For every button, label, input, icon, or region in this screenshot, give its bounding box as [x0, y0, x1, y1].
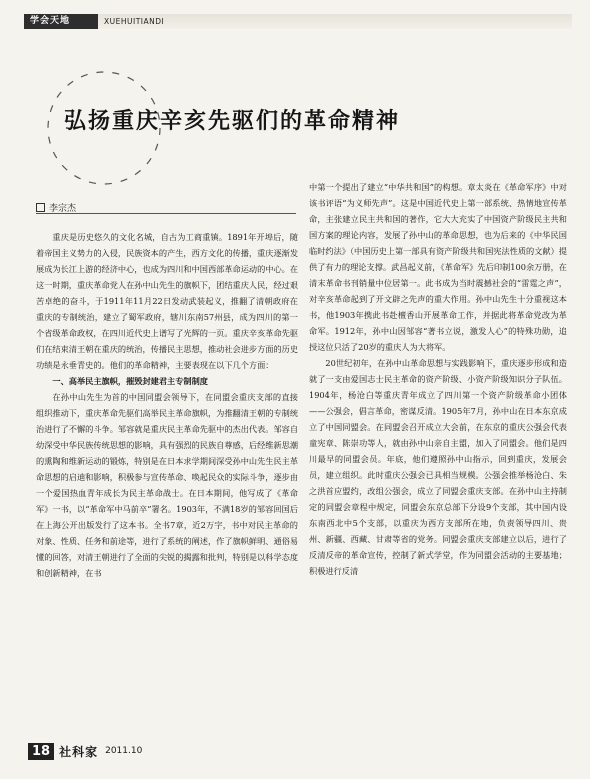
left-column: [36, 229, 298, 581]
page-footer: [28, 741, 142, 761]
author-divider: [36, 213, 296, 214]
paragraph: 重庆是历史悠久的文化名城，自古为工商重镇。1891年开埠后，随着帝国主义势力的入侵，民族资本的产生，西方文化的传播，重庆逐渐发展成为长江上游的经济中心，也成为四川和中国西部革命运动的中心。在这一时期，重庆革命党人在孙中山先生的旗帜下，团结重庆人民，经过艰苦卓绝的奋斗，于1911年11月22日发动武装起义，推翻了清朝政府在重庆的专制统治，建立了蜀军政府，辖川东南57州县，成为四川的第一个省级革命政权，在四川近代史上谱写了光辉的一页。重庆辛亥革命先驱们在结束清王朝在重庆的统治，传播民主思想，推动社会进步方面的历史功绩是永垂青史的。他们的革命精神，主要表现在以下几个方面：: [36, 232, 299, 370]
paragraph: 中第一个提出了建立“中华共和国”的构想。章太炎在《革命军序》中对该书评语“为义师先声”。这是中国近代史上第一部系统、热情地宣传革命，主张建立民主共和国的著作，它大大充实了中国资产阶级民主共和国方案的理论内容，发展了孙中山的革命思想，也为后来的《中华民国临时约法》（中国历史上第一部具有资产阶级共和国宪法性质的文献）提供了有力的理论支撑。武昌起义前，《革命军》先后印制100余万册，在清末革命书刊销量中位居第一。此书成为当时震撼社会的“雷霆之声”，对辛亥革命起到了开文辟之先声的重大作用。孙中山先生十分重视这本书，他1903年携此书赴檀香山开展革命工作，并据此将革命党改为革命军。1912年，孙中山因邹容“著书立说，激发人心”的特殊功勋，追授这位只活了20岁的重庆人为大将军。: [309, 182, 567, 352]
author-name: 李宗杰: [49, 204, 77, 214]
subheading: 一、高举民主旗帜，摧毁封建君主专制制度: [52, 376, 208, 386]
magazine-name: 社科家: [59, 744, 99, 759]
right-column: [309, 179, 567, 579]
section-pinyin: XUEHUITIANDI: [104, 17, 165, 26]
article-title: 弘扬重庆辛亥先驱们的革命精神: [64, 108, 401, 134]
paragraph: 在孙中山先生为首的中国同盟会领导下，在同盟会重庆支部的直接组织推动下，重庆革命先驱们高举民主革命旗帜，为推翻清王朝的专制统治进行了不懈的斗争。邹容就是重庆民主革命先驱中的杰出代表。邹容自幼深受中华民族传统思想的影响，具有强烈的民族自尊感，后经维新思潮的熏陶和维新运动的锻炼，特别是在日本求学期间深受孙中山先生民主革命思想的启迪和影响，积极参与宣传革命、唤起民众的实际斗争，逐步由一个爱国热血青年成长为民主革命战士。在日本期间，他写成了《革命军》一书，以“革命军中马前卒”署名。1903年，不满18岁的邹容回国后在上海公开出版发行了这本书。全书7章，近2万字，书中对民主革命的对象、性质、任务和前途等，进行了系统的阐述，作了旗帜鲜明、通俗易懂的回答，对清王朝进行了全面的尖锐的揭露和批判，特别是以科学态度和创新精神，在书: [36, 392, 299, 578]
issue-number: 2011.10: [105, 746, 143, 756]
author-box-icon: [36, 203, 45, 212]
section-tag: 学会天地: [24, 14, 98, 29]
paragraph: 20世纪初年，在孙中山革命思想与实践影响下，重庆逐步形成和造就了一支由爱国志士民主革命的资产阶级、小资产阶级知识分子队伍。1904年，杨沧白等重庆青年成立了四川第一个资产阶级革命小团体——公强会，倡言革命，密谋反清。1905年7月，孙中山在日本东京成立了中国同盟会。在同盟会召开成立大会前，在东京的重庆公强会代表童宪章、陈崇功等人，就由孙中山亲自主盟，加入了同盟会。他们是四川最早的同盟会员。年底，他们遵照孙中山指示，回到重庆，发展会员，建立组织。此时重庆公强会已具相当规模。公强会推举杨沧白、朱之洪首应盟约，改组公强会，成立了同盟会重庆支部。在孙中山主持制定的同盟会章程中规定，同盟会东京总部下分设9个支部，其中国内设东南西北中5个支部，以重庆为西方支部所在地，负责领导四川、贵州、新疆、西藏、甘肃等省的党务。同盟会重庆支部建立以后，进行了反清反帝的革命宣传，控制了新式学堂，作为同盟会活动的主要基地；积极进行反清: [309, 358, 567, 576]
page-number: 18: [28, 743, 54, 760]
